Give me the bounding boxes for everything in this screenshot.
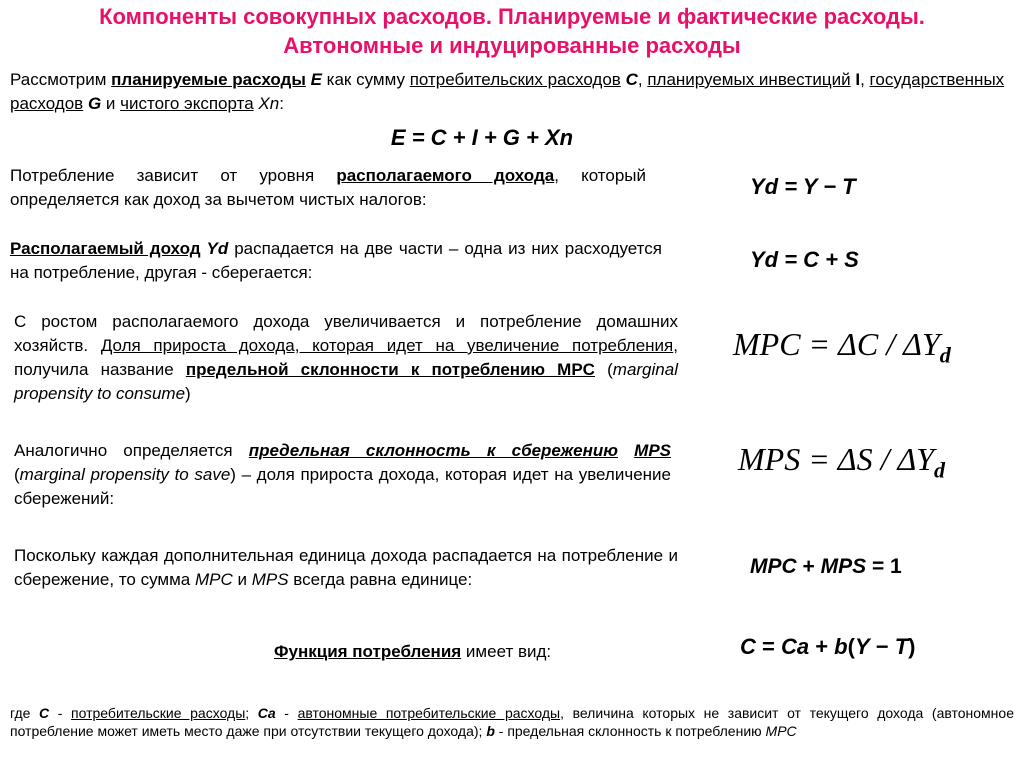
term-government: государственных расходов [10, 70, 1005, 113]
term-planned-expenses: планируемые расходы [111, 70, 306, 89]
formula-yd-c-s: Yd = C + S [750, 247, 859, 272]
title-line-2: Автономные и индуцированные расходы [283, 33, 741, 58]
intro-paragraph: Рассмотрим планируемые расходы E как сумму потребительских расходов C, планируемых инвестиций I, государственных расходов G и чистого экспорта Xn: [10, 70, 1005, 113]
sum-paragraph: Поскольку каждая дополнительная единица дохода распадается на потребление и сбережение, то сумма MPC и MPS всегда равна единице: [14, 546, 678, 589]
term-investment: планируемых инвестиций [647, 70, 851, 89]
footnote: где C - потребительские расходы; Ca - автономные потребительские расходы, величина которых не зависит от текущего дохода (автономное потребление может иметь место даже при отсутствии текущего дохода); b - предельная склонность к потреблению MPC [10, 705, 1014, 739]
formula-mps: MPS = ΔS / $\Delta Y_d$ [738, 441, 946, 483]
consumption-paragraph: Потребление зависит от уровня располагаемого дохода, который определяется как доход за вычетом чистых налогов: [10, 166, 646, 209]
term-mpc: предельной склонности к потреблению MPC [185, 360, 595, 379]
formula-aggregate-expenditure: E = C + I + G + Xn [390, 125, 574, 150]
formula-yd-y-t: Yd = Y − T [750, 174, 856, 199]
formula-mpc-mps-sum: MPC + MPS = 1 [750, 555, 902, 578]
term-consumption-function: Функция потребления [274, 642, 462, 661]
formula-consumption-function: C = Ca + b(Y − T) [740, 634, 916, 659]
function-paragraph: Функция потребления имеет вид: [274, 642, 552, 661]
page-title [0, 2, 1024, 60]
term-disposable-income-2: Располагаемый доход [10, 239, 201, 258]
term-mps: предельная склонность к сбережению [248, 441, 618, 460]
mpc-paragraph: С ростом располагаемого дохода увеличивается и потребление домашних хозяйств. Доля прироста дохода, которая идет на увеличение потребления, получила название предельной склонности к потреблению MPC (marginal propensity to consume) [14, 312, 678, 403]
term-disposable-income: располагаемого дохода [336, 166, 555, 185]
term-net-export: чистого экспорта [120, 94, 254, 113]
title-line-1: Компоненты совокупных расходов. Планируемые и фактические расходы. [99, 4, 925, 29]
formula-mpc: MPC = ΔC / $\Delta Y_d$ [733, 326, 951, 368]
mps-paragraph: Аналогично определяется предельная склонность к сбережению MPS (marginal propensity to save) – доля прироста дохода, которая идет на увеличение сбережений: [14, 441, 671, 508]
disposable-split-paragraph: Располагаемый доход Yd распадается на две части – одна из них расходуется на потребление, другая - сберегается: [10, 239, 662, 282]
term-consumer-expenses: потребительских расходов [409, 70, 621, 89]
